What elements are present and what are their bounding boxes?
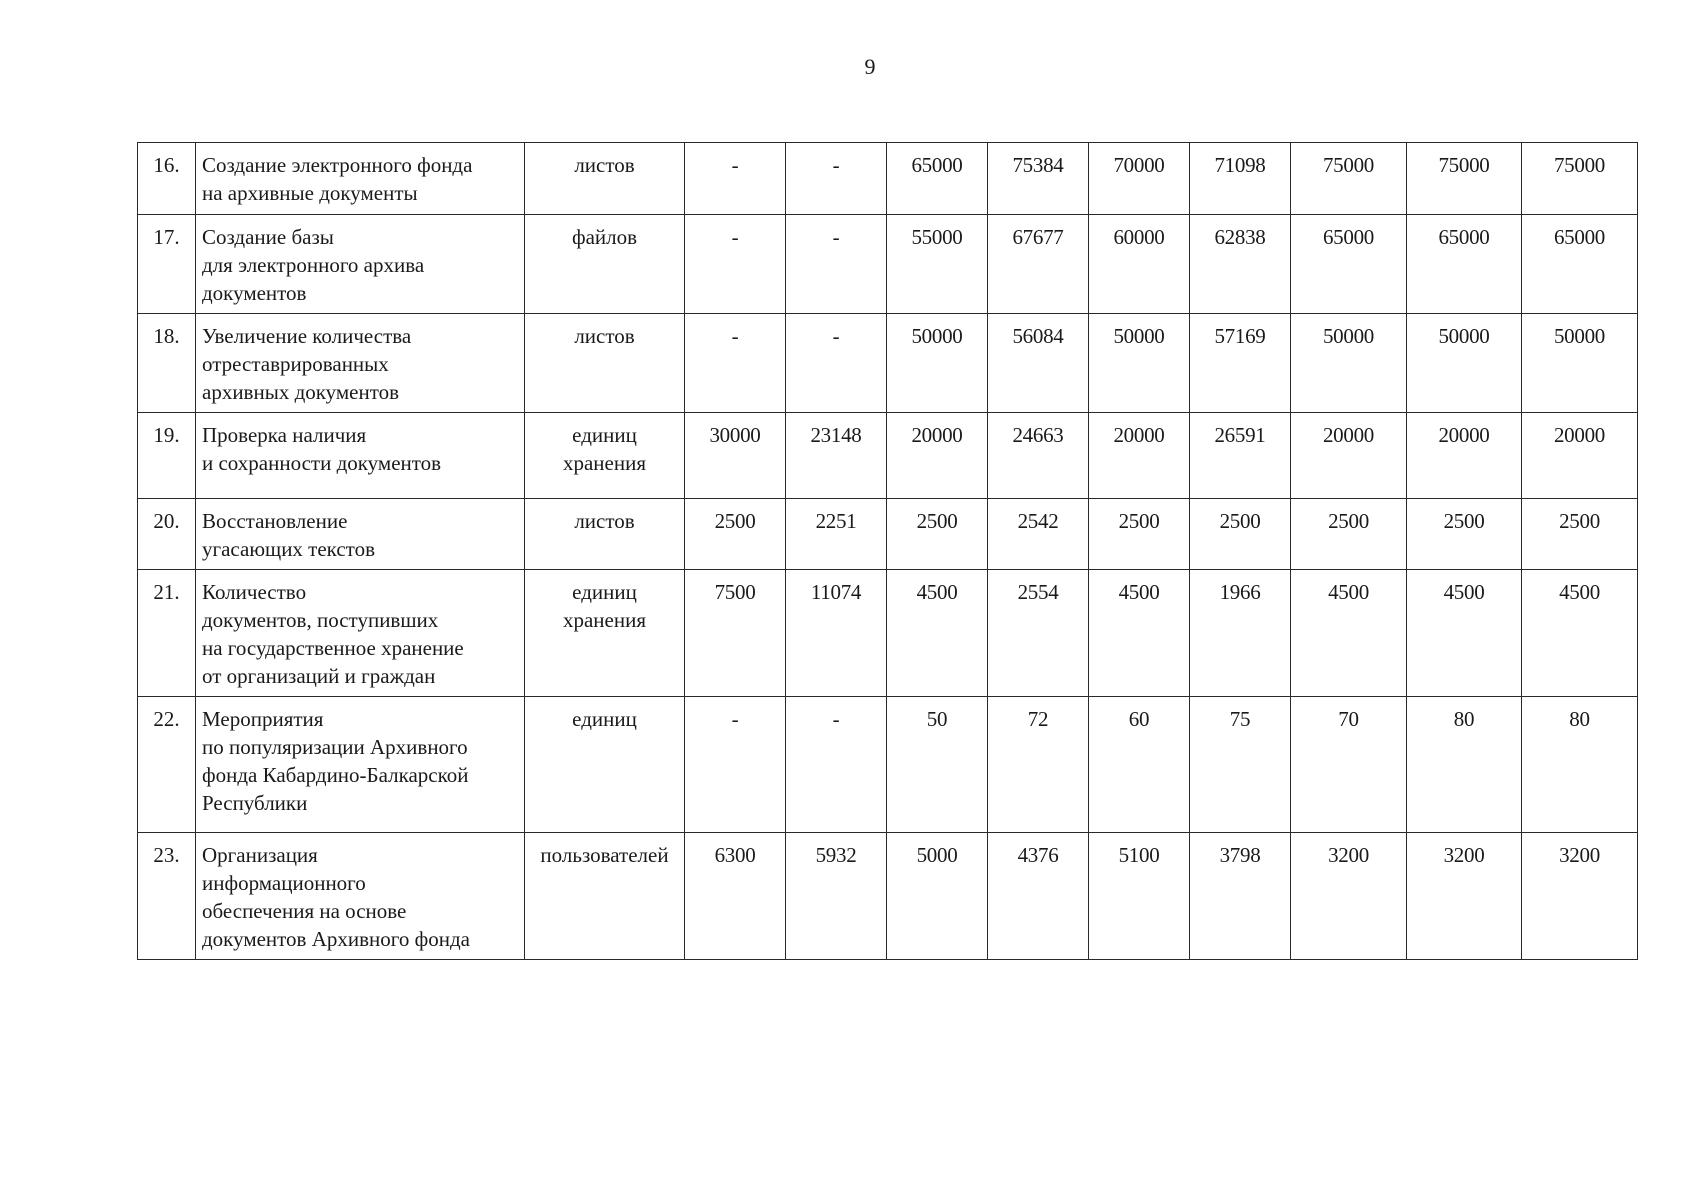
value-cell: 72 (988, 697, 1089, 833)
table-row (138, 143, 1638, 215)
unit-line: листов (574, 153, 635, 177)
value-cell: 2500 (1089, 499, 1190, 570)
indicator-name-line: документов, поступивших (202, 608, 439, 632)
row-number: 22. (138, 697, 196, 833)
value-cell: - (786, 314, 887, 413)
row-number: 17. (138, 215, 196, 314)
value-cell: - (685, 143, 786, 215)
value-cell: 4376 (988, 833, 1089, 960)
indicator-name-line: по популяризации Архивного (202, 735, 468, 759)
value-cell: 5000 (887, 833, 988, 960)
value-cell: 2251 (786, 499, 887, 570)
value-cell: 4500 (1089, 570, 1190, 697)
indicator-name-line: Мероприятия (202, 707, 324, 731)
indicator-name (196, 314, 525, 413)
value-cell: 71098 (1190, 143, 1291, 215)
indicator-name (196, 143, 525, 215)
indicator-name-line: Увеличение количества (202, 324, 412, 348)
value-cell: 50000 (1089, 314, 1190, 413)
row-number: 16. (138, 143, 196, 215)
unit-line: листов (574, 324, 635, 348)
indicator-name-line: Республики (202, 791, 308, 815)
row-number: 21. (138, 570, 196, 697)
row-number: 23. (138, 833, 196, 960)
value-cell: 60000 (1089, 215, 1190, 314)
value-cell: 26591 (1190, 413, 1291, 499)
indicators-table (137, 142, 1638, 960)
unit-of-measure (525, 833, 685, 960)
value-cell: 2500 (685, 499, 786, 570)
value-cell: 70000 (1089, 143, 1190, 215)
value-cell: - (685, 697, 786, 833)
value-cell: 6300 (685, 833, 786, 960)
indicator-name (196, 413, 525, 499)
value-cell: - (786, 215, 887, 314)
value-cell: 3200 (1407, 833, 1522, 960)
indicator-name-line: отреставрированных (202, 352, 389, 376)
indicator-name-line: архивных документов (202, 380, 400, 404)
row-number: 19. (138, 413, 196, 499)
indicator-name-line: угасающих текстов (202, 537, 375, 561)
value-cell: 5100 (1089, 833, 1190, 960)
value-cell: 50 (887, 697, 988, 833)
value-cell: 65000 (1291, 215, 1407, 314)
value-cell: 23148 (786, 413, 887, 499)
table-body (138, 143, 1638, 960)
unit-line: хранения (562, 608, 646, 632)
value-cell: 67677 (988, 215, 1089, 314)
value-cell: - (685, 314, 786, 413)
value-cell: 70 (1291, 697, 1407, 833)
value-cell: 3200 (1522, 833, 1638, 960)
indicator-name-line: на архивные документы (202, 181, 418, 205)
page-number: 9 (864, 54, 876, 79)
unit-of-measure (525, 314, 685, 413)
value-cell: 50000 (1407, 314, 1522, 413)
indicator-name-line: Количество (202, 580, 307, 604)
unit-line: единиц (572, 580, 637, 604)
value-cell: 4500 (1522, 570, 1638, 697)
value-cell: 20000 (1407, 413, 1522, 499)
table-row (138, 215, 1638, 314)
value-cell: 75000 (1407, 143, 1522, 215)
value-cell: 2554 (988, 570, 1089, 697)
indicator-name-line: для электронного архива (202, 253, 425, 277)
value-cell: 60 (1089, 697, 1190, 833)
indicator-name (196, 215, 525, 314)
table-row (138, 833, 1638, 960)
value-cell: 4500 (1291, 570, 1407, 697)
value-cell: 30000 (685, 413, 786, 499)
indicator-name (196, 570, 525, 697)
value-cell: - (786, 143, 887, 215)
value-cell: 65000 (1522, 215, 1638, 314)
value-cell: 62838 (1190, 215, 1291, 314)
indicator-name-line: Проверка наличия (202, 423, 367, 447)
value-cell: 55000 (887, 215, 988, 314)
indicator-name-line: и сохранности документов (202, 451, 442, 475)
value-cell: 20000 (887, 413, 988, 499)
table-row (138, 314, 1638, 413)
value-cell: 75000 (1522, 143, 1638, 215)
indicator-name-line: обеспечения на основе (202, 899, 407, 923)
value-cell: 4500 (1407, 570, 1522, 697)
value-cell: 2542 (988, 499, 1089, 570)
value-cell: 50000 (887, 314, 988, 413)
indicator-name (196, 833, 525, 960)
value-cell: 75000 (1291, 143, 1407, 215)
unit-line: листов (574, 509, 635, 533)
value-cell: 2500 (1291, 499, 1407, 570)
unit-of-measure (525, 215, 685, 314)
table-row (138, 413, 1638, 499)
unit-of-measure (525, 697, 685, 833)
unit-of-measure (525, 413, 685, 499)
indicator-name-line: на государственное хранение (202, 636, 464, 660)
row-number: 18. (138, 314, 196, 413)
value-cell: 24663 (988, 413, 1089, 499)
value-cell: 50000 (1291, 314, 1407, 413)
value-cell: - (685, 215, 786, 314)
indicator-name-line: Восстановление (202, 509, 348, 533)
value-cell: 20000 (1522, 413, 1638, 499)
indicator-name-line: документов Архивного фонда (202, 927, 470, 951)
row-number: 20. (138, 499, 196, 570)
indicator-name (196, 499, 525, 570)
value-cell: 65000 (1407, 215, 1522, 314)
value-cell: 20000 (1291, 413, 1407, 499)
indicator-name-line: Создание электронного фонда (202, 153, 473, 177)
value-cell: 2500 (1407, 499, 1522, 570)
value-cell: 65000 (887, 143, 988, 215)
value-cell: 2500 (1522, 499, 1638, 570)
value-cell: 7500 (685, 570, 786, 697)
value-cell: 75384 (988, 143, 1089, 215)
unit-of-measure (525, 143, 685, 215)
indicator-name-line: от организаций и граждан (202, 664, 436, 688)
value-cell: - (786, 697, 887, 833)
value-cell: 80 (1407, 697, 1522, 833)
value-cell: 20000 (1089, 413, 1190, 499)
value-cell: 50000 (1522, 314, 1638, 413)
table-row (138, 499, 1638, 570)
table-row (138, 697, 1638, 833)
indicator-name-line: Организация (202, 843, 318, 867)
value-cell: 1966 (1190, 570, 1291, 697)
unit-line: хранения (562, 451, 646, 475)
value-cell: 4500 (887, 570, 988, 697)
unit-line: единиц (572, 707, 637, 731)
unit-line: файлов (571, 225, 638, 249)
value-cell: 5932 (786, 833, 887, 960)
value-cell: 2500 (887, 499, 988, 570)
value-cell: 3798 (1190, 833, 1291, 960)
indicator-name-line: Создание базы (202, 225, 334, 249)
unit-of-measure (525, 570, 685, 697)
value-cell: 2500 (1190, 499, 1291, 570)
table-row (138, 570, 1638, 697)
value-cell: 80 (1522, 697, 1638, 833)
indicator-name-line: фонда Кабардино-Балкарской (202, 763, 469, 787)
unit-line: единиц (572, 423, 637, 447)
indicator-name-line: информационного (202, 871, 366, 895)
unit-of-measure (525, 499, 685, 570)
unit-line: пользователей (540, 843, 669, 867)
value-cell: 11074 (786, 570, 887, 697)
indicator-name-line: документов (202, 281, 307, 305)
value-cell: 75 (1190, 697, 1291, 833)
value-cell: 56084 (988, 314, 1089, 413)
value-cell: 57169 (1190, 314, 1291, 413)
indicator-name (196, 697, 525, 833)
value-cell: 3200 (1291, 833, 1407, 960)
